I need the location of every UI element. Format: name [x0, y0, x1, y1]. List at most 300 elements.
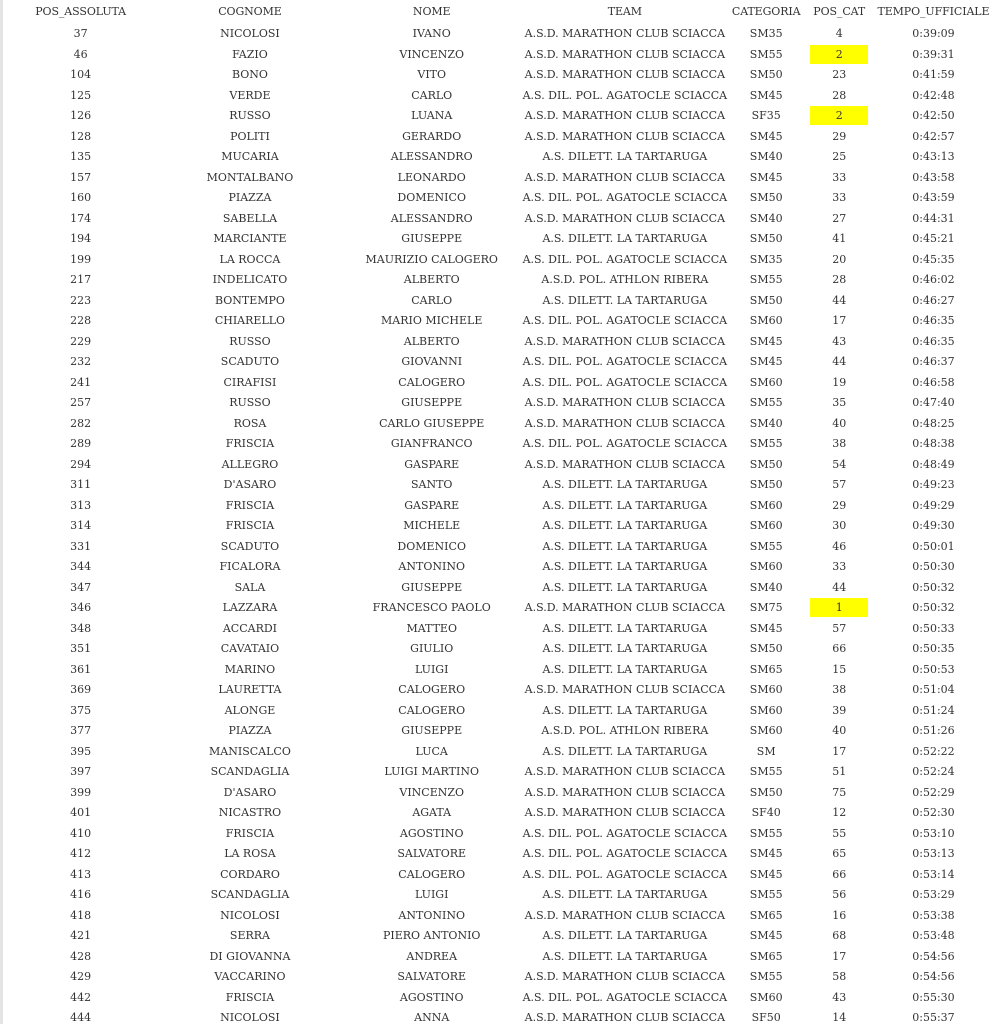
cognome-cell: LAZZARA — [222, 601, 278, 615]
team-cell: A.S. DILETT. LA TARTARUGA — [542, 293, 708, 307]
table-row — [4, 250, 992, 271]
team-cell: A.S.D. MARATHON CLUB SCIACCA — [524, 908, 726, 922]
categoria-cell: SF50 — [751, 1011, 781, 1025]
nome-cell: LEONARDO — [397, 170, 466, 184]
cognome-cell: FRISCIA — [225, 990, 275, 1004]
cognome-cell: MARINO — [224, 662, 276, 676]
table-row — [4, 885, 992, 906]
categoria-cell: SM50 — [749, 642, 783, 656]
tempo-ufficiale-cell: 0:53:14 — [912, 867, 955, 881]
categoria-cell: SM35 — [749, 252, 783, 266]
tempo-ufficiale-cell: 0:46:35 — [912, 334, 955, 348]
pos-assoluta-cell: 282 — [70, 416, 92, 430]
pos-assoluta-cell: 395 — [70, 744, 92, 758]
table-row — [4, 168, 992, 189]
nome-cell: MARIO MICHELE — [381, 314, 483, 328]
categoria-cell: SM40 — [749, 150, 783, 164]
pos-cat-cell: 58 — [832, 970, 847, 984]
table-row — [4, 988, 992, 1009]
cognome-cell: LA ROCCA — [219, 252, 281, 266]
pos-assoluta-cell: 331 — [70, 539, 92, 553]
team-cell: A.S.D. MARATHON CLUB SCIACCA — [524, 334, 726, 348]
categoria-cell: SM50 — [749, 191, 783, 205]
pos-cat-cell: 28 — [832, 273, 847, 287]
table-row — [4, 332, 992, 353]
cognome-cell: SERRA — [229, 929, 270, 943]
pos-cat-cell: 68 — [832, 929, 847, 943]
categoria-cell: SM75 — [749, 601, 783, 615]
pos-cat-cell: 44 — [832, 580, 847, 594]
pos-assoluta-cell: 347 — [70, 580, 92, 594]
table-row — [4, 147, 992, 168]
cognome-cell: FAZIO — [232, 47, 268, 61]
cognome-cell: RUSSO — [229, 334, 271, 348]
pos-cat-cell: 57 — [832, 621, 847, 635]
pos-cat-cell — [803, 598, 874, 619]
tempo-ufficiale-cell: 0:50:32 — [912, 601, 955, 615]
team-cell: A.S. DILETT. LA TARTARUGA — [542, 642, 708, 656]
pos-cat-cell: 56 — [832, 888, 847, 902]
tempo-ufficiale-cell: 0:52:24 — [912, 765, 955, 779]
team-cell: A.S. DIL. POL. AGATOCLE SCIACCA — [522, 867, 728, 881]
categoria-cell: SM60 — [749, 724, 783, 738]
nome-cell: DOMENICO — [397, 191, 466, 205]
team-cell: A.S.D. MARATHON CLUB SCIACCA — [524, 970, 726, 984]
cognome-cell: MARCIANTE — [213, 232, 287, 246]
team-cell: A.S. DILETT. LA TARTARUGA — [542, 949, 708, 963]
tempo-ufficiale-cell: 0:42:50 — [912, 109, 955, 123]
table-row — [4, 209, 992, 230]
table-row — [4, 1008, 992, 1029]
tempo-ufficiale-cell: 0:50:35 — [912, 642, 955, 656]
column-header-pos-cat[interactable]: POS_CAT — [813, 5, 866, 18]
pos-cat-cell — [803, 106, 874, 127]
cognome-cell: VACCARINO — [214, 970, 286, 984]
team-cell: A.S.D. MARATHON CLUB SCIACCA — [524, 47, 726, 61]
categoria-cell: SM50 — [749, 68, 783, 82]
categoria-cell: SM60 — [749, 703, 783, 717]
nome-cell: AGOSTINO — [399, 990, 464, 1004]
categoria-cell: SM55 — [749, 970, 783, 984]
column-header-nome[interactable]: NOME — [412, 5, 451, 18]
pos-assoluta-cell: 442 — [70, 990, 92, 1004]
categoria-cell: SM45 — [749, 129, 783, 143]
table-row — [4, 291, 992, 312]
table-row — [4, 393, 992, 414]
nome-cell: GIUSEPPE — [401, 724, 463, 738]
table-row — [4, 106, 992, 127]
cognome-cell: CHIARELLO — [214, 314, 286, 328]
cognome-cell: FRISCIA — [225, 437, 275, 451]
pos-cat-cell: 40 — [832, 416, 847, 430]
nome-cell: ANTONINO — [398, 908, 465, 922]
cognome-cell: PIAZZA — [228, 191, 272, 205]
pos-cat-cell: 46 — [832, 539, 847, 553]
categoria-cell: SM55 — [749, 437, 783, 451]
pos-cat-cell: 38 — [832, 683, 847, 697]
tempo-ufficiale-cell: 0:44:31 — [912, 211, 955, 225]
nome-cell: ANDREA — [406, 949, 458, 963]
nome-cell: SANTO — [410, 478, 453, 492]
cognome-cell: SCADUTO — [220, 539, 280, 553]
table-row — [4, 496, 992, 517]
tempo-ufficiale-cell: 0:53:29 — [912, 888, 955, 902]
pos-cat-cell: 25 — [832, 150, 847, 164]
nome-cell: AGOSTINO — [399, 826, 464, 840]
categoria-cell: SM60 — [749, 560, 783, 574]
pos-assoluta-cell: 157 — [70, 170, 92, 184]
categoria-cell: SM60 — [749, 375, 783, 389]
pos-assoluta-cell: 361 — [70, 662, 92, 676]
pos-cat-cell: 40 — [832, 724, 847, 738]
nome-cell: GIUSEPPE — [401, 396, 463, 410]
pos-cat-cell: 23 — [832, 68, 847, 82]
table-row — [4, 803, 992, 824]
categoria-cell: SM45 — [749, 847, 783, 861]
pos-assoluta-cell: 128 — [70, 129, 92, 143]
team-cell: A.S. DIL. POL. AGATOCLE SCIACCA — [522, 826, 728, 840]
tempo-ufficiale-cell: 0:49:30 — [912, 519, 955, 533]
team-cell: A.S. DILETT. LA TARTARUGA — [542, 703, 708, 717]
cognome-cell: ALLEGRO — [221, 457, 279, 471]
nome-cell: ALESSANDRO — [390, 211, 473, 225]
nome-cell: MATTEO — [406, 621, 457, 635]
table-row — [4, 311, 992, 332]
table-row — [4, 537, 992, 558]
team-cell: A.S. DIL. POL. AGATOCLE SCIACCA — [522, 990, 728, 1004]
categoria-cell: SM45 — [749, 867, 783, 881]
team-cell: A.S.D. MARATHON CLUB SCIACCA — [524, 765, 726, 779]
nome-cell: AGATA — [412, 806, 452, 820]
team-cell: A.S. DILETT. LA TARTARUGA — [542, 929, 708, 943]
team-cell: A.S. DILETT. LA TARTARUGA — [542, 888, 708, 902]
pos-assoluta-cell: 428 — [70, 949, 92, 963]
team-cell: A.S.D. MARATHON CLUB SCIACCA — [524, 170, 726, 184]
pos-cat-cell: 30 — [832, 519, 847, 533]
team-cell: A.S. DIL. POL. AGATOCLE SCIACCA — [522, 437, 728, 451]
pos-assoluta-cell: 232 — [70, 355, 92, 369]
table-row — [4, 188, 992, 209]
tempo-ufficiale-cell: 0:50:33 — [912, 621, 955, 635]
cognome-cell: NICOLOSI — [220, 27, 280, 41]
table-row — [4, 229, 992, 250]
pos-assoluta-cell: 397 — [70, 765, 92, 779]
table-row — [4, 824, 992, 845]
categoria-cell: SM60 — [749, 683, 783, 697]
categoria-cell: SM50 — [749, 478, 783, 492]
tempo-ufficiale-cell: 0:39:09 — [912, 27, 955, 41]
team-cell: A.S. DILETT. LA TARTARUGA — [542, 150, 708, 164]
pos-cat-cell: 27 — [832, 211, 847, 225]
categoria-cell: SM50 — [749, 293, 783, 307]
team-cell: A.S.D. MARATHON CLUB SCIACCA — [524, 1011, 726, 1025]
cognome-cell: ROSA — [233, 416, 267, 430]
table-row — [4, 414, 992, 435]
categoria-cell: SM55 — [749, 273, 783, 287]
table-row — [4, 947, 992, 968]
team-cell: A.S.D. MARATHON CLUB SCIACCA — [524, 457, 726, 471]
pos-cat-cell: 33 — [832, 191, 847, 205]
table-row — [4, 434, 992, 455]
pos-assoluta-cell: 429 — [70, 970, 92, 984]
tempo-ufficiale-cell: 0:55:37 — [912, 1011, 955, 1025]
nome-cell: LUCA — [415, 744, 448, 758]
column-header-tempo-ufficiale[interactable]: TEMPO_UFFICIALE — [877, 5, 990, 18]
cognome-cell: MUCARIA — [221, 150, 279, 164]
header-row — [4, 0, 992, 24]
cognome-cell: CAVATAIO — [220, 642, 280, 656]
tempo-ufficiale-cell: 0:39:31 — [912, 47, 955, 61]
column-header-pos-assoluta[interactable]: POS_ASSOLUTA — [35, 5, 126, 18]
cognome-cell: FRISCIA — [225, 826, 275, 840]
tempo-ufficiale-cell: 0:52:30 — [912, 806, 955, 820]
pos-assoluta-cell: 160 — [70, 191, 92, 205]
team-cell: A.S.D. MARATHON CLUB SCIACCA — [524, 27, 726, 41]
pos-cat-cell: 43 — [832, 990, 847, 1004]
team-cell: A.S. DILETT. LA TARTARUGA — [542, 560, 708, 574]
categoria-cell: SM60 — [749, 519, 783, 533]
categoria-cell: SF35 — [751, 109, 781, 123]
table-row — [4, 721, 992, 742]
pos-cat-cell: 51 — [832, 765, 847, 779]
categoria-cell: SM55 — [749, 888, 783, 902]
nome-cell: CALOGERO — [398, 703, 466, 717]
pos-cat-cell: 33 — [832, 170, 847, 184]
cognome-cell: NICOLOSI — [220, 908, 280, 922]
nome-cell: ANTONINO — [398, 560, 465, 574]
table-row — [4, 24, 992, 45]
tempo-ufficiale-cell: 0:53:48 — [912, 929, 955, 943]
team-cell: A.S. DIL. POL. AGATOCLE SCIACCA — [522, 191, 728, 205]
pos-assoluta-cell: 346 — [70, 601, 92, 615]
table-row — [4, 906, 992, 927]
cognome-cell: SABELLA — [222, 211, 278, 225]
pos-cat-cell: 41 — [832, 232, 847, 246]
table-row — [4, 926, 992, 947]
team-cell: A.S. DIL. POL. AGATOCLE SCIACCA — [522, 375, 728, 389]
table-row — [4, 475, 992, 496]
pos-assoluta-cell: 377 — [70, 724, 92, 738]
left-border — [0, 0, 3, 1024]
nome-cell: LUIGI MARTINO — [384, 765, 479, 779]
pos-assoluta-cell: 174 — [70, 211, 92, 225]
pos-assoluta-cell: 401 — [70, 806, 92, 820]
team-cell: A.S. DILETT. LA TARTARUGA — [542, 539, 708, 553]
table-row — [4, 619, 992, 640]
categoria-cell: SM45 — [749, 334, 783, 348]
tempo-ufficiale-cell: 0:53:13 — [912, 847, 955, 861]
column-header-team[interactable]: TEAM — [607, 5, 642, 18]
pos-assoluta-cell: 375 — [70, 703, 92, 717]
pos-assoluta-cell: 199 — [70, 252, 92, 266]
table-row — [4, 865, 992, 886]
column-header-categoria[interactable]: CATEGORIA — [731, 5, 801, 18]
nome-cell: DOMENICO — [397, 539, 466, 553]
pos-assoluta-cell: 344 — [70, 560, 92, 574]
cognome-cell: LA ROSA — [224, 847, 276, 861]
pos-assoluta-cell: 348 — [70, 621, 92, 635]
tempo-ufficiale-cell: 0:48:25 — [912, 416, 955, 430]
pos-cat-cell: 33 — [832, 560, 847, 574]
table-row — [4, 598, 992, 619]
nome-cell: GERARDO — [402, 129, 462, 143]
team-cell: A.S. DIL. POL. AGATOCLE SCIACCA — [522, 88, 728, 102]
pos-cat-cell: 44 — [832, 293, 847, 307]
categoria-cell: SM55 — [749, 765, 783, 779]
team-cell: A.S. DILETT. LA TARTARUGA — [542, 498, 708, 512]
pos-cat-cell: 54 — [832, 457, 847, 471]
team-cell: A.S. DILETT. LA TARTARUGA — [542, 662, 708, 676]
team-cell: A.S.D. MARATHON CLUB SCIACCA — [524, 129, 726, 143]
nome-cell: MICHELE — [403, 519, 461, 533]
nome-cell: ALBERTO — [403, 273, 460, 287]
pos-cat-cell: 16 — [832, 908, 847, 922]
cognome-cell: D'ASARO — [223, 785, 277, 799]
pos-assoluta-cell: 314 — [70, 519, 92, 533]
pos-assoluta-cell: 229 — [70, 334, 92, 348]
table-row — [4, 680, 992, 701]
pos-cat-cell: 38 — [832, 437, 847, 451]
pos-cat-cell: 66 — [832, 642, 847, 656]
highlighted-pos-cat: 1 — [810, 598, 868, 617]
nome-cell: GIOVANNI — [401, 355, 463, 369]
pos-cat-cell: 75 — [832, 785, 847, 799]
cognome-cell: MONTALBANO — [206, 170, 294, 184]
team-cell: A.S.D. MARATHON CLUB SCIACCA — [524, 68, 726, 82]
tempo-ufficiale-cell: 0:54:56 — [912, 970, 955, 984]
pos-cat-cell: 29 — [832, 129, 847, 143]
team-cell: A.S. DILETT. LA TARTARUGA — [542, 478, 708, 492]
pos-cat-cell — [803, 45, 874, 66]
table-row — [4, 373, 992, 394]
pos-assoluta-cell: 135 — [70, 150, 92, 164]
categoria-cell: SM50 — [749, 457, 783, 471]
nome-cell: LUANA — [411, 109, 453, 123]
cognome-cell: D'ASARO — [223, 478, 277, 492]
pos-assoluta-cell: 104 — [70, 68, 92, 82]
team-cell: A.S.D. MARATHON CLUB SCIACCA — [524, 416, 726, 430]
cognome-cell: VERDE — [229, 88, 271, 102]
tempo-ufficiale-cell: 0:47:40 — [912, 396, 955, 410]
tempo-ufficiale-cell: 0:43:59 — [912, 191, 955, 205]
categoria-cell: SM40 — [749, 211, 783, 225]
pos-cat-cell: 17 — [832, 314, 847, 328]
nome-cell: GASPARE — [404, 457, 460, 471]
team-cell: A.S.D. MARATHON CLUB SCIACCA — [524, 109, 726, 123]
cognome-cell: RUSSO — [229, 396, 271, 410]
pos-cat-cell: 29 — [832, 498, 847, 512]
team-cell: A.S. DIL. POL. AGATOCLE SCIACCA — [522, 355, 728, 369]
table-row — [4, 967, 992, 988]
pos-cat-cell: 43 — [832, 334, 847, 348]
table-row — [4, 742, 992, 763]
pos-assoluta-cell: 351 — [70, 642, 92, 656]
team-cell: A.S.D. POL. ATHLON RIBERA — [541, 273, 709, 287]
cognome-cell: LAURETTA — [218, 683, 282, 697]
team-cell: A.S.D. MARATHON CLUB SCIACCA — [524, 806, 726, 820]
categoria-cell: SM60 — [749, 498, 783, 512]
cognome-cell: SALA — [234, 580, 266, 594]
table-row — [4, 45, 992, 66]
tempo-ufficiale-cell: 0:46:58 — [912, 375, 955, 389]
tempo-ufficiale-cell: 0:48:49 — [912, 457, 955, 471]
cognome-cell: BONTEMPO — [214, 293, 285, 307]
team-cell: A.S.D. MARATHON CLUB SCIACCA — [524, 211, 726, 225]
categoria-cell: SM45 — [749, 355, 783, 369]
nome-cell: CALOGERO — [398, 683, 466, 697]
cognome-cell: NICASTRO — [218, 806, 282, 820]
table-row — [4, 352, 992, 373]
team-cell: A.S. DILETT. LA TARTARUGA — [542, 519, 708, 533]
categoria-cell: SM55 — [749, 396, 783, 410]
pos-assoluta-cell: 413 — [70, 867, 92, 881]
table-row — [4, 557, 992, 578]
pos-cat-cell: 44 — [832, 355, 847, 369]
table-row — [4, 844, 992, 865]
tempo-ufficiale-cell: 0:54:56 — [912, 949, 955, 963]
cognome-cell: CIRAFISI — [223, 375, 277, 389]
pos-assoluta-cell: 223 — [70, 293, 92, 307]
team-cell: A.S.D. MARATHON CLUB SCIACCA — [524, 396, 726, 410]
categoria-cell: SM65 — [749, 908, 783, 922]
tempo-ufficiale-cell: 0:43:13 — [912, 150, 955, 164]
categoria-cell: SM65 — [749, 662, 783, 676]
team-cell: A.S. DIL. POL. AGATOCLE SCIACCA — [522, 314, 728, 328]
pos-cat-cell: 55 — [832, 826, 847, 840]
pos-assoluta-cell: 217 — [70, 273, 92, 287]
nome-cell: CARLO — [411, 88, 453, 102]
team-cell: A.S.D. MARATHON CLUB SCIACCA — [524, 785, 726, 799]
categoria-cell: SM — [756, 744, 776, 758]
nome-cell: CARLO GIUSEPPE — [379, 416, 485, 430]
pos-cat-cell: 19 — [832, 375, 847, 389]
tempo-ufficiale-cell: 0:42:48 — [912, 88, 955, 102]
results-table — [4, 0, 992, 1029]
cognome-cell: FRISCIA — [225, 498, 275, 512]
pos-assoluta-cell: 412 — [70, 847, 92, 861]
table-row — [4, 455, 992, 476]
pos-cat-cell: 12 — [832, 806, 847, 820]
pos-assoluta-cell: 421 — [70, 929, 92, 943]
cognome-cell: PIAZZA — [228, 724, 272, 738]
tempo-ufficiale-cell: 0:48:38 — [912, 437, 955, 451]
team-cell: A.S.D. MARATHON CLUB SCIACCA — [524, 601, 726, 615]
tempo-ufficiale-cell: 0:49:29 — [912, 498, 955, 512]
table-row — [4, 578, 992, 599]
table-row — [4, 270, 992, 291]
pos-cat-cell: 66 — [832, 867, 847, 881]
table-row — [4, 762, 992, 783]
nome-cell: GIULIO — [410, 642, 454, 656]
nome-cell: VINCENZO — [399, 47, 465, 61]
tempo-ufficiale-cell: 0:52:22 — [912, 744, 955, 758]
team-cell: A.S.D. POL. ATHLON RIBERA — [541, 724, 709, 738]
tempo-ufficiale-cell: 0:46:35 — [912, 314, 955, 328]
highlighted-pos-cat: 2 — [810, 45, 868, 64]
pos-assoluta-cell: 37 — [73, 27, 88, 41]
tempo-ufficiale-cell: 0:51:04 — [912, 683, 955, 697]
tempo-ufficiale-cell: 0:49:23 — [912, 478, 955, 492]
column-header-cognome[interactable]: COGNOME — [218, 5, 282, 18]
nome-cell: VINCENZO — [399, 785, 465, 799]
categoria-cell: SM35 — [749, 27, 783, 41]
tempo-ufficiale-cell: 0:45:21 — [912, 232, 955, 246]
pos-cat-cell: 39 — [832, 703, 847, 717]
cognome-cell: FICALORA — [219, 560, 281, 574]
pos-cat-cell: 4 — [835, 27, 843, 41]
pos-cat-cell: 65 — [832, 847, 847, 861]
table-row — [4, 65, 992, 86]
